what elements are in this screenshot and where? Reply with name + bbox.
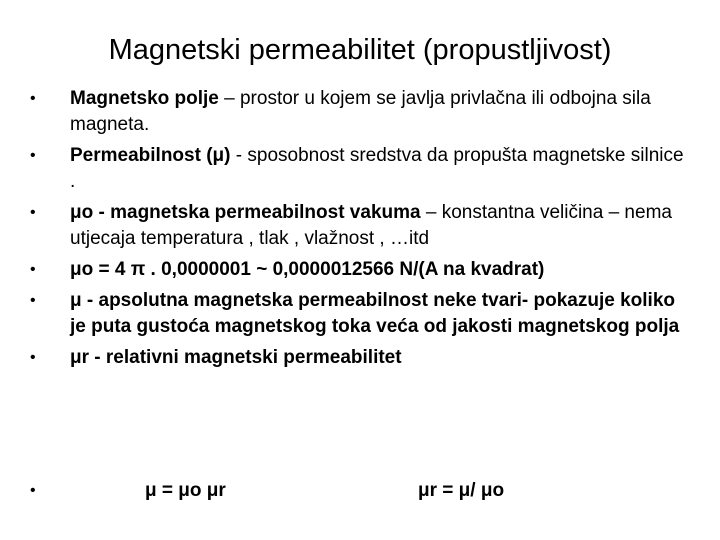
definition: – konstantna veličina – nema utjecaja temperatura , tlak , vlažnost , …itd bbox=[70, 202, 672, 249]
bullet-icon: • bbox=[30, 147, 36, 164]
bullet-icon: • bbox=[30, 261, 36, 278]
formula-row bbox=[30, 477, 690, 505]
bullet-icon: • bbox=[30, 482, 36, 499]
list-item bbox=[30, 345, 690, 371]
list-item bbox=[30, 143, 690, 195]
bullet-icon: • bbox=[30, 349, 36, 366]
bullet-icon: • bbox=[30, 292, 36, 309]
term: μ - apsolutna magnetska permeabilnost neke tvari- pokazuje koliko je puta gustoća magnetskog toka veća od jakosti magnetskog polja bbox=[70, 290, 680, 337]
term: μo - magnetska permeabilnost vakuma bbox=[70, 202, 421, 223]
term: Magnetsko polje bbox=[70, 88, 219, 109]
list-item bbox=[30, 86, 690, 138]
list-item bbox=[30, 288, 690, 340]
definition: – prostor u kojem se javlja privlačna ili odbojna sila magneta. bbox=[70, 88, 651, 135]
list-item bbox=[30, 200, 690, 252]
bullet-icon: • bbox=[30, 90, 36, 107]
bullet-icon: • bbox=[30, 204, 36, 221]
formula-relative: μr = μ/ μo bbox=[418, 480, 505, 501]
term: Permeabilnost (μ) bbox=[70, 145, 231, 166]
definition: - sposobnost sredstva da propušta magnetske silnice . bbox=[70, 145, 684, 192]
formula-absolute: μ = μo μr bbox=[145, 480, 226, 501]
slide-title: Magnetski permeabilitet (propustljivost) bbox=[108, 34, 612, 66]
bullet-list bbox=[30, 86, 690, 376]
term: μr - relativni magnetski permeabilitet bbox=[70, 347, 402, 368]
list-item bbox=[30, 257, 690, 283]
term: μo = 4 π . 0,0000001 ~ 0,0000012566 N/(A na kvadrat) bbox=[70, 259, 545, 280]
